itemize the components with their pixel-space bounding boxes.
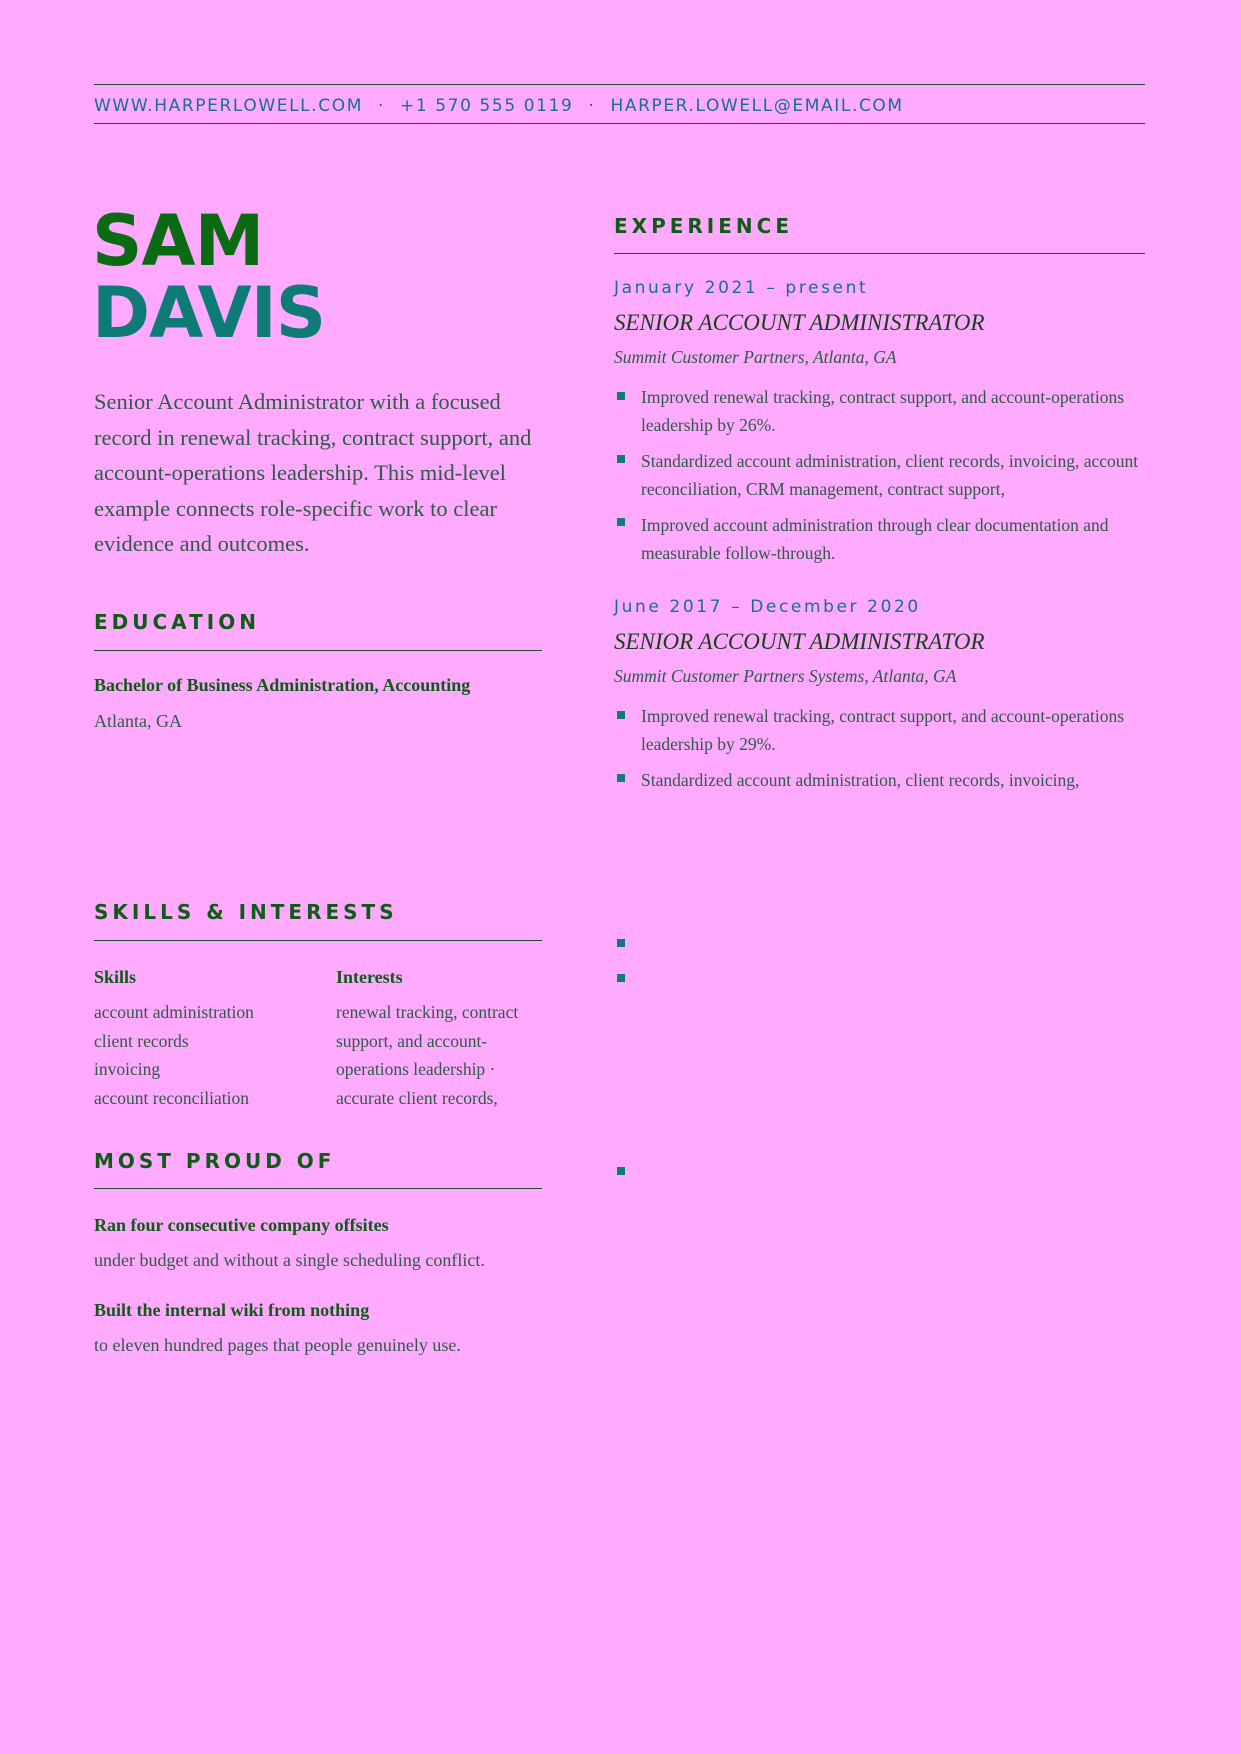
skills-interests-rule bbox=[94, 940, 542, 941]
skills-interests-heading: SKILLS & INTERESTS bbox=[94, 900, 398, 924]
last-name: DAVIS bbox=[92, 272, 326, 354]
bullet-marker bbox=[617, 518, 625, 526]
bullet-marker bbox=[617, 1167, 625, 1175]
bullet-marker bbox=[617, 774, 625, 782]
contact-separator: · bbox=[377, 96, 385, 116]
bullet-marker bbox=[617, 939, 625, 947]
summary-paragraph: Senior Account Administrator with a focused record in renewal tracking, contract support, and account-operations leadership. This mid-level example connects role-specific work to clear evidence and outcomes. bbox=[94, 389, 532, 556]
job-company: Summit Customer Partners, Atlanta, GA bbox=[614, 347, 897, 367]
bullet-marker bbox=[617, 392, 625, 400]
contact-separator: · bbox=[588, 96, 596, 116]
job-bullet: Improved renewal tracking, contract support, and account-operations leadership by 26%. bbox=[641, 387, 1125, 435]
experience-heading: EXPERIENCE bbox=[614, 214, 793, 238]
job-bullet: Standardized account administration, client records, invoicing, bbox=[641, 770, 1080, 790]
education-degree: Bachelor of Business Administration, Accounting bbox=[94, 675, 471, 695]
website-link[interactable]: WWW.HARPERLOWELL.COM bbox=[94, 96, 363, 116]
contact-bottom-rule bbox=[94, 123, 1145, 124]
education-heading: EDUCATION bbox=[94, 610, 260, 634]
bullet-marker bbox=[617, 974, 625, 982]
education-location: Atlanta, GA bbox=[94, 711, 182, 731]
interests-text: renewal tracking, contract support, and account-operations leadership · accurate client records, bbox=[336, 1002, 519, 1108]
skills-heading: Skills bbox=[94, 967, 137, 987]
skill-item: client records bbox=[94, 1030, 189, 1051]
proud-heading: MOST PROUD OF bbox=[94, 1149, 336, 1173]
contact-line bbox=[94, 96, 904, 116]
proud-item-desc: under budget and without a single scheduling conflict. bbox=[94, 1250, 485, 1270]
job-dates: January 2021 – present bbox=[614, 278, 869, 298]
skills-list bbox=[94, 998, 254, 1112]
education-rule bbox=[94, 650, 542, 651]
proud-item-desc: to eleven hundred pages that people genuinely use. bbox=[94, 1335, 461, 1355]
proud-item-title: Ran four consecutive company offsites bbox=[94, 1215, 389, 1235]
skill-item: invoicing bbox=[94, 1059, 161, 1079]
interests-heading: Interests bbox=[336, 967, 403, 987]
job-company: Summit Customer Partners Systems, Atlanta, GA bbox=[614, 666, 957, 686]
email-link[interactable]: HARPER.LOWELL@EMAIL.COM bbox=[610, 96, 904, 116]
bullet-marker bbox=[617, 711, 625, 719]
phone-number[interactable]: +1 570 555 0119 bbox=[400, 96, 574, 116]
proud-item-title: Built the internal wiki from nothing bbox=[94, 1300, 370, 1320]
bullet-marker bbox=[617, 455, 625, 463]
experience-rule bbox=[614, 253, 1145, 254]
contact-top-rule bbox=[94, 84, 1145, 85]
job-dates: June 2017 – December 2020 bbox=[614, 597, 921, 617]
skill-item: account reconciliation bbox=[94, 1087, 249, 1108]
job-title: SENIOR ACCOUNT ADMINISTRATOR bbox=[614, 310, 985, 335]
proud-rule bbox=[94, 1188, 542, 1189]
job-bullet: Improved renewal tracking, contract support, and account-operations leadership by 29%. bbox=[641, 706, 1125, 754]
skill-item: account administration bbox=[94, 1002, 254, 1022]
first-name: SAM bbox=[92, 200, 264, 282]
job-title: SENIOR ACCOUNT ADMINISTRATOR bbox=[614, 629, 985, 654]
job-bullet: Improved account administration through clear documentation and measurable follow-through. bbox=[641, 511, 1151, 567]
job-bullet: Standardized account administration, client records, invoicing, account reconciliation, CRM management, contract support, bbox=[641, 451, 1139, 499]
